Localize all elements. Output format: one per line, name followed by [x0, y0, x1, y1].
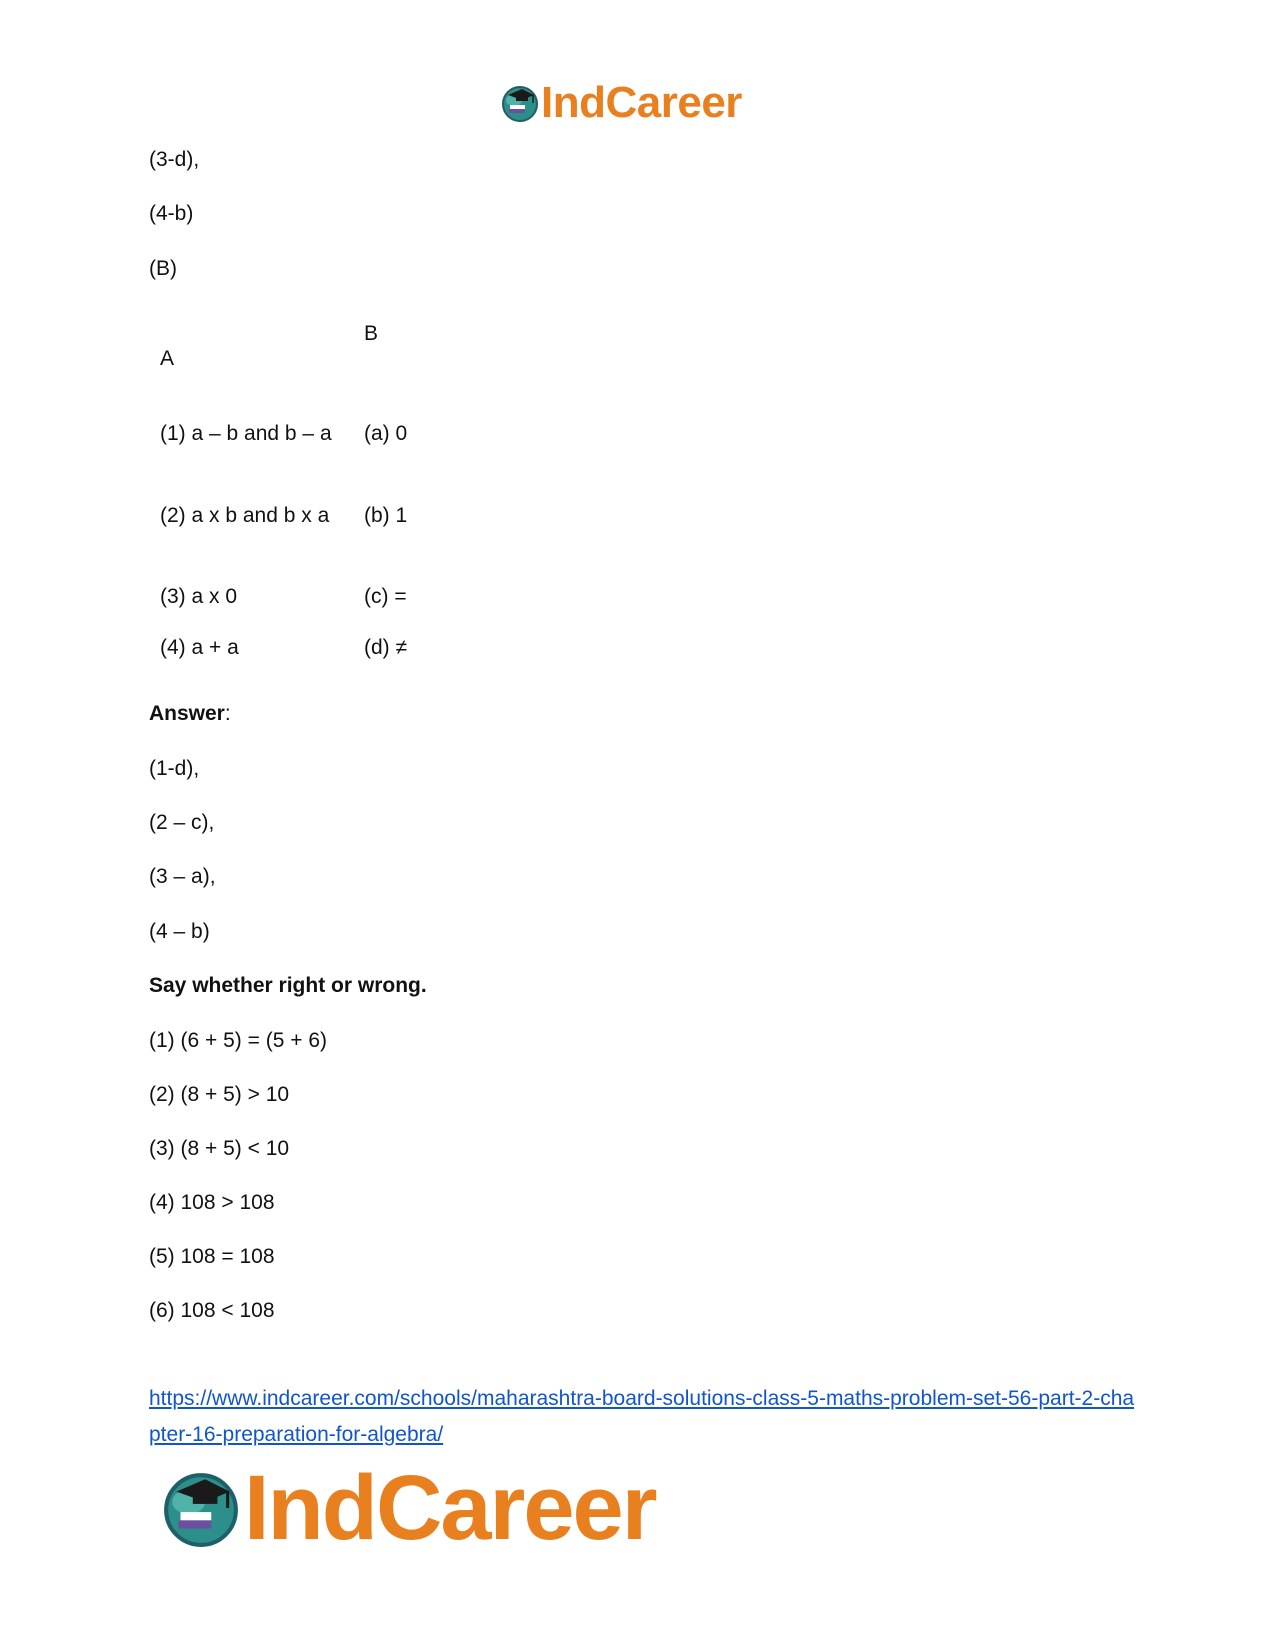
question-item-6: (6) 108 < 108	[149, 1299, 275, 1322]
intro-line-3: (B)	[149, 257, 177, 280]
answer-colon: :	[224, 702, 231, 725]
graduation-cap-globe-icon	[500, 83, 540, 123]
logo-text: IndCareer	[541, 78, 742, 127]
intro-line-2: (4-b)	[149, 202, 194, 225]
question-item-5: (5) 108 = 108	[149, 1245, 275, 1268]
answer-item-1: (1-d),	[149, 757, 200, 780]
question-item-1: (1) (6 + 5) = (5 + 6)	[149, 1029, 327, 1052]
answer-heading	[149, 701, 231, 727]
header-logo	[500, 78, 742, 128]
table-cell-a: (4) a + a	[160, 636, 239, 659]
graduation-cap-globe-icon	[160, 1467, 242, 1549]
question-item-3: (3) (8 + 5) < 10	[149, 1137, 290, 1160]
answer-item-3: (3 – a),	[149, 865, 216, 888]
table-header-b: B	[364, 322, 379, 345]
answer-item-4: (4 – b)	[149, 920, 210, 943]
section-title: Say whether right or wrong.	[149, 974, 427, 997]
source-link[interactable]: https://www.indcareer.com/schools/maharashtra-board-solutions-class-5-maths-problem-set-56-part-2-chapter-16-preparation-for-algebra/	[149, 1387, 1135, 1446]
table-cell-b: (b) 1	[364, 504, 408, 527]
question-item-2: (2) (8 + 5) > 10	[149, 1083, 290, 1106]
logo-text: IndCareer	[244, 1457, 656, 1559]
table-cell-a: (3) a x 0	[160, 585, 238, 608]
table-cell-b: (a) 0	[364, 422, 408, 445]
table-cell-b: (c) =	[364, 585, 407, 608]
answer-label: Answer	[149, 702, 225, 725]
table-header-a: A	[160, 347, 175, 370]
table-cell-b: (d) ≠	[364, 636, 408, 659]
answer-item-2: (2 – c),	[149, 811, 215, 834]
table-cell-a: (2) a x b and b x a	[160, 504, 330, 527]
question-item-4: (4) 108 > 108	[149, 1191, 275, 1214]
intro-line-1: (3-d),	[149, 148, 200, 171]
table-cell-a: (1) a – b and b – a	[160, 422, 332, 445]
footer-logo	[160, 1457, 656, 1559]
